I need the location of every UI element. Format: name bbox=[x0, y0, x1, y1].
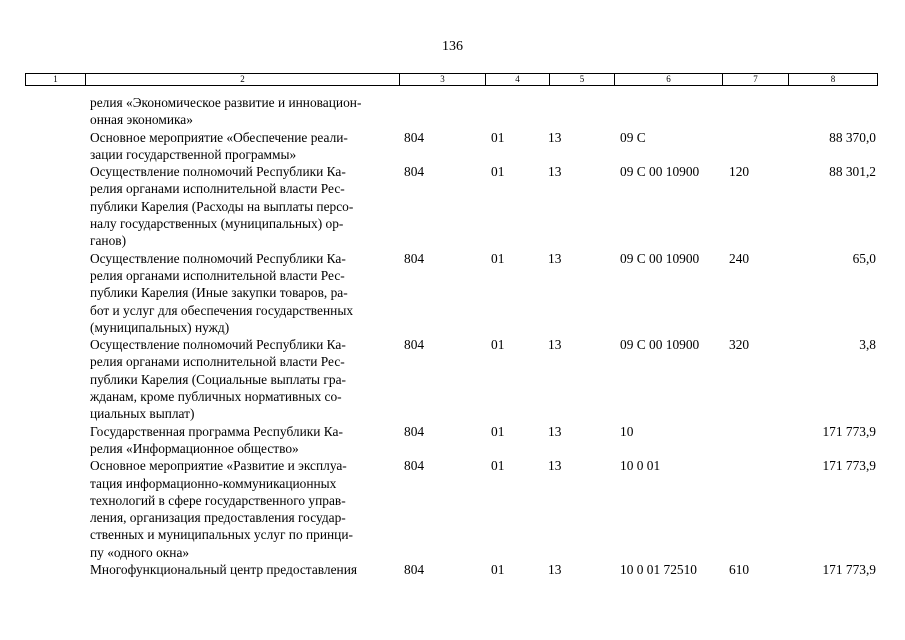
cell-col-8: 65,0 bbox=[852, 250, 876, 266]
description-line: Осуществление полномочий Республики Ка- bbox=[90, 164, 346, 180]
table-row bbox=[0, 163, 905, 249]
cell-col-5: 13 bbox=[548, 129, 562, 145]
header-col-4: 4 bbox=[486, 74, 550, 85]
row-description bbox=[90, 129, 400, 164]
cell-col-6: 09 С bbox=[620, 129, 646, 145]
cell-col-5: 13 bbox=[548, 337, 562, 353]
cell-col-6: 09 С 00 10900 bbox=[620, 250, 700, 266]
cell-col-4: 01 bbox=[491, 458, 505, 474]
header-col-8: 8 bbox=[830, 74, 836, 84]
description-line: ления, организация предоставления государ- bbox=[90, 510, 346, 526]
cell-col-6: 09 С 00 10900 bbox=[620, 337, 700, 353]
description-line: онная экономика» bbox=[90, 112, 193, 128]
description-line: Основное мероприятие «Развитие и эксплуа- bbox=[90, 458, 347, 474]
cell-col-8: 171 773,9 bbox=[822, 423, 876, 439]
table-row bbox=[0, 423, 905, 458]
cell-col-4: 01 bbox=[491, 423, 505, 439]
table-body bbox=[0, 94, 905, 578]
description-line: ственных и муниципальных услуг по принци- bbox=[90, 527, 353, 543]
description-line: тация информационно-коммуникационных bbox=[90, 475, 337, 491]
description-line: Осуществление полномочий Республики Ка- bbox=[90, 337, 346, 353]
cell-col-6: 09 С 00 10900 bbox=[620, 164, 700, 180]
cell-col-5: 13 bbox=[548, 423, 562, 439]
description-line: зации государственной программы» bbox=[90, 146, 297, 162]
row-description bbox=[90, 457, 400, 561]
cell-col-3: 804 bbox=[404, 129, 425, 145]
row-description bbox=[90, 423, 400, 458]
cell-col-8: 3,8 bbox=[859, 337, 876, 353]
table-row bbox=[0, 457, 905, 561]
description-line: публики Карелия (Социальные выплаты гра- bbox=[90, 371, 346, 387]
description-line: публики Карелия (Иные закупки товаров, ра- bbox=[90, 285, 348, 301]
cell-col-3: 804 bbox=[404, 337, 425, 353]
row-description bbox=[90, 561, 400, 578]
description-line: ганов) bbox=[90, 233, 127, 249]
cell-col-3: 804 bbox=[404, 164, 425, 180]
description-line: публики Карелия (Расходы на выплаты персо- bbox=[90, 198, 354, 214]
description-line: релия органами исполнительной власти Рес- bbox=[90, 267, 345, 283]
cell-col-7: 120 bbox=[729, 164, 750, 180]
row-description bbox=[90, 94, 400, 129]
table-row bbox=[0, 94, 905, 129]
table-row bbox=[0, 129, 905, 164]
cell-col-7: 610 bbox=[729, 562, 750, 578]
header-col-5: 5 bbox=[550, 74, 615, 85]
table-row bbox=[0, 336, 905, 422]
description-line: циальных выплат) bbox=[90, 406, 195, 422]
description-line: технологий в сфере государственного управ- bbox=[90, 492, 346, 508]
description-line: Осуществление полномочий Республики Ка- bbox=[90, 250, 346, 266]
cell-col-4: 01 bbox=[491, 129, 505, 145]
cell-col-5: 13 bbox=[548, 164, 562, 180]
cell-col-5: 13 bbox=[548, 250, 562, 266]
description-line: Государственная программа Республики Ка- bbox=[90, 423, 343, 439]
row-description bbox=[90, 250, 400, 336]
description-line: (муниципальных) нужд) bbox=[90, 319, 230, 335]
cell-col-4: 01 bbox=[491, 562, 505, 578]
header-col-6: 6 bbox=[615, 74, 723, 85]
description-line: релия органами исполнительной власти Рес- bbox=[90, 354, 345, 370]
cell-col-3: 804 bbox=[404, 562, 425, 578]
table-row bbox=[0, 561, 905, 578]
cell-col-5: 13 bbox=[548, 562, 562, 578]
table-row bbox=[0, 250, 905, 336]
description-line: Многофункциональный центр предоставления bbox=[90, 562, 358, 578]
row-description bbox=[90, 163, 400, 249]
cell-col-3: 804 bbox=[404, 458, 425, 474]
cell-col-7: 320 bbox=[729, 337, 750, 353]
page-number: 136 bbox=[442, 39, 463, 54]
description-line: бот и услуг для обеспечения государственных bbox=[90, 302, 354, 318]
header-col-2: 2 bbox=[86, 74, 400, 85]
cell-col-8: 88 301,2 bbox=[829, 164, 876, 180]
cell-col-4: 01 bbox=[491, 250, 505, 266]
cell-col-3: 804 bbox=[404, 250, 425, 266]
description-line: Основное мероприятие «Обеспечение реали- bbox=[90, 129, 348, 145]
header-col-3: 3 bbox=[400, 74, 486, 85]
cell-col-8: 171 773,9 bbox=[822, 458, 876, 474]
cell-col-3: 804 bbox=[404, 423, 425, 439]
description-line: жданам, кроме публичных нормативных со- bbox=[90, 389, 342, 405]
cell-col-6: 10 0 01 72510 bbox=[620, 562, 697, 578]
description-line: пу «одного окна» bbox=[90, 544, 190, 560]
header-col-7: 7 bbox=[723, 74, 789, 85]
description-line: налу государственных (муниципальных) ор- bbox=[90, 216, 344, 232]
table-header bbox=[25, 73, 878, 86]
row-description bbox=[90, 336, 400, 422]
cell-col-7: 240 bbox=[729, 250, 750, 266]
cell-col-4: 01 bbox=[491, 164, 505, 180]
cell-col-8: 88 370,0 bbox=[829, 129, 876, 145]
cell-col-8: 171 773,9 bbox=[822, 562, 876, 578]
cell-col-6: 10 bbox=[620, 423, 634, 439]
cell-col-5: 13 bbox=[548, 458, 562, 474]
cell-col-6: 10 0 01 bbox=[620, 458, 661, 474]
description-line: релия «Информационное общество» bbox=[90, 440, 299, 456]
description-line: релия органами исполнительной власти Рес- bbox=[90, 181, 345, 197]
description-line: релия «Экономическое развитие и инновацион- bbox=[90, 95, 362, 110]
header-col-1: 1 bbox=[26, 74, 86, 85]
cell-col-4: 01 bbox=[491, 337, 505, 353]
